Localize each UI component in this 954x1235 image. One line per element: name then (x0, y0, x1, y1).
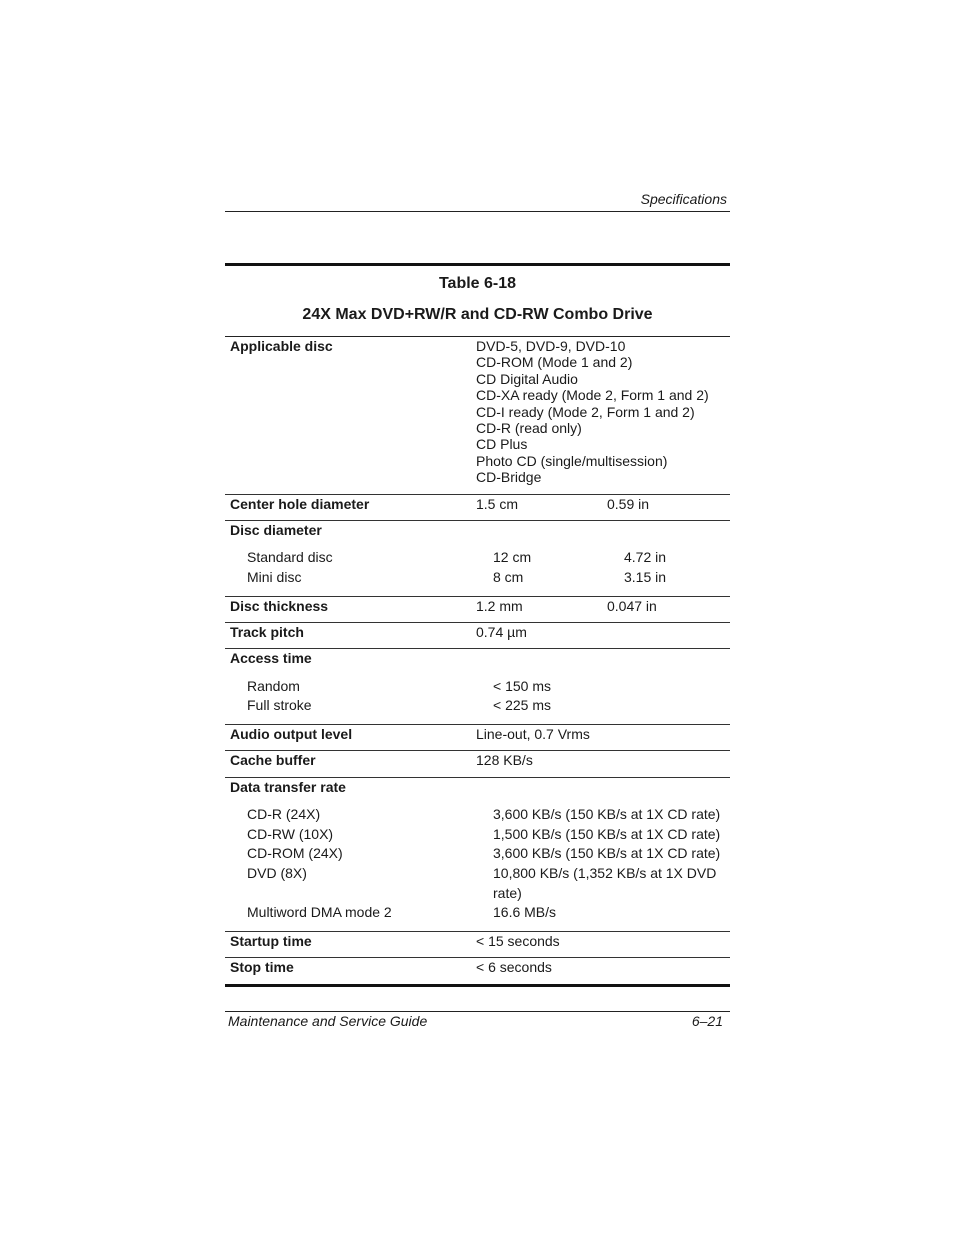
metric-value: 1.5 cm (476, 495, 519, 512)
row-value: < 15 seconds (476, 932, 560, 949)
sub-label: DVD (8X) (247, 865, 307, 882)
imperial-value: 0.59 in (607, 495, 650, 512)
sub-label: CD-RW (10X) (247, 825, 334, 842)
row-audio-output (225, 725, 730, 751)
row-value: < 225 ms (493, 697, 551, 714)
footer-guide-title: Maintenance and Service Guide (228, 1013, 428, 1029)
row-label: Center hole diameter (230, 495, 370, 512)
row-label: Access time (230, 650, 312, 667)
imperial-value: 3.15 in (624, 569, 667, 586)
disc-type: CD-ROM (Mode 1 and 2) (476, 354, 633, 371)
row-access-time (225, 649, 730, 725)
disc-type: DVD-5, DVD-9, DVD-10 (476, 338, 626, 354)
disc-type: Photo CD (single/multisession) (476, 452, 668, 469)
sub-label: Mini disc (247, 569, 302, 586)
running-header: Specifications (640, 191, 727, 207)
row-value: 0.74 µm (476, 624, 527, 641)
row-label: Audio output level (230, 726, 353, 743)
row-data-transfer (225, 778, 730, 932)
row-label: Disc thickness (230, 597, 329, 614)
disc-type: CD Digital Audio (476, 370, 578, 387)
disc-type: CD Plus (476, 436, 528, 453)
disc-type: CD-Bridge (476, 469, 542, 486)
row-startup-time (225, 932, 730, 958)
metric-value: 1.2 mm (476, 597, 523, 614)
row-value: 10,800 KB/s (1,352 KB/s at 1X DVD rate) (493, 865, 717, 901)
row-value: 16.6 MB/s (493, 904, 557, 921)
row-value: Line-out, 0.7 Vrms (476, 726, 590, 743)
sub-label: CD-ROM (24X) (247, 845, 343, 862)
page-number: 6–21 (691, 1013, 723, 1029)
sub-label: Standard disc (247, 549, 333, 566)
row-value: 3,600 KB/s (150 KB/s at 1X CD rate) (493, 806, 721, 823)
row-label: Data transfer rate (230, 778, 346, 795)
row-label: Startup time (230, 932, 312, 949)
imperial-value: 4.72 in (624, 549, 667, 566)
disc-type: CD-I ready (Mode 2, Form 1 and 2) (476, 403, 695, 420)
row-label: Stop time (230, 959, 294, 976)
row-track-pitch (225, 623, 730, 649)
table-top-rule (225, 263, 730, 266)
row-center-hole (225, 495, 730, 521)
header-rule (225, 211, 730, 212)
metric-value: 8 cm (493, 569, 524, 586)
row-disc-diameter (225, 521, 730, 597)
row-label: Track pitch (230, 624, 304, 641)
row-applicable-disc (225, 337, 730, 495)
disc-type: CD-R (read only) (476, 420, 582, 437)
row-cache-buffer (225, 751, 730, 777)
row-value: 1,500 KB/s (150 KB/s at 1X CD rate) (493, 825, 721, 842)
row-value: 3,600 KB/s (150 KB/s at 1X CD rate) (493, 845, 721, 862)
metric-value: 12 cm (493, 549, 532, 566)
footer-rule (225, 1011, 730, 1012)
table-title: 24X Max DVD+RW/R and CD-RW Combo Drive (302, 306, 653, 323)
sub-label: Random (247, 677, 300, 694)
sub-label: Multiword DMA mode 2 (247, 904, 392, 921)
sub-label: Full stroke (247, 697, 312, 714)
row-label: Applicable disc (230, 338, 333, 354)
row-value: 128 KB/s (476, 752, 533, 769)
row-label: Disc diameter (230, 522, 322, 539)
sub-label: CD-R (24X) (247, 806, 321, 823)
table-number: Table 6-18 (438, 275, 517, 292)
spec-table (225, 263, 730, 987)
imperial-value: 0.047 in (607, 597, 657, 614)
disc-type: CD-XA ready (Mode 2, Form 1 and 2) (476, 387, 709, 404)
row-stop-time (225, 958, 730, 986)
row-value: < 6 seconds (476, 959, 552, 976)
row-disc-thickness (225, 597, 730, 623)
row-label: Cache buffer (230, 752, 316, 769)
row-value: < 150 ms (493, 677, 551, 694)
